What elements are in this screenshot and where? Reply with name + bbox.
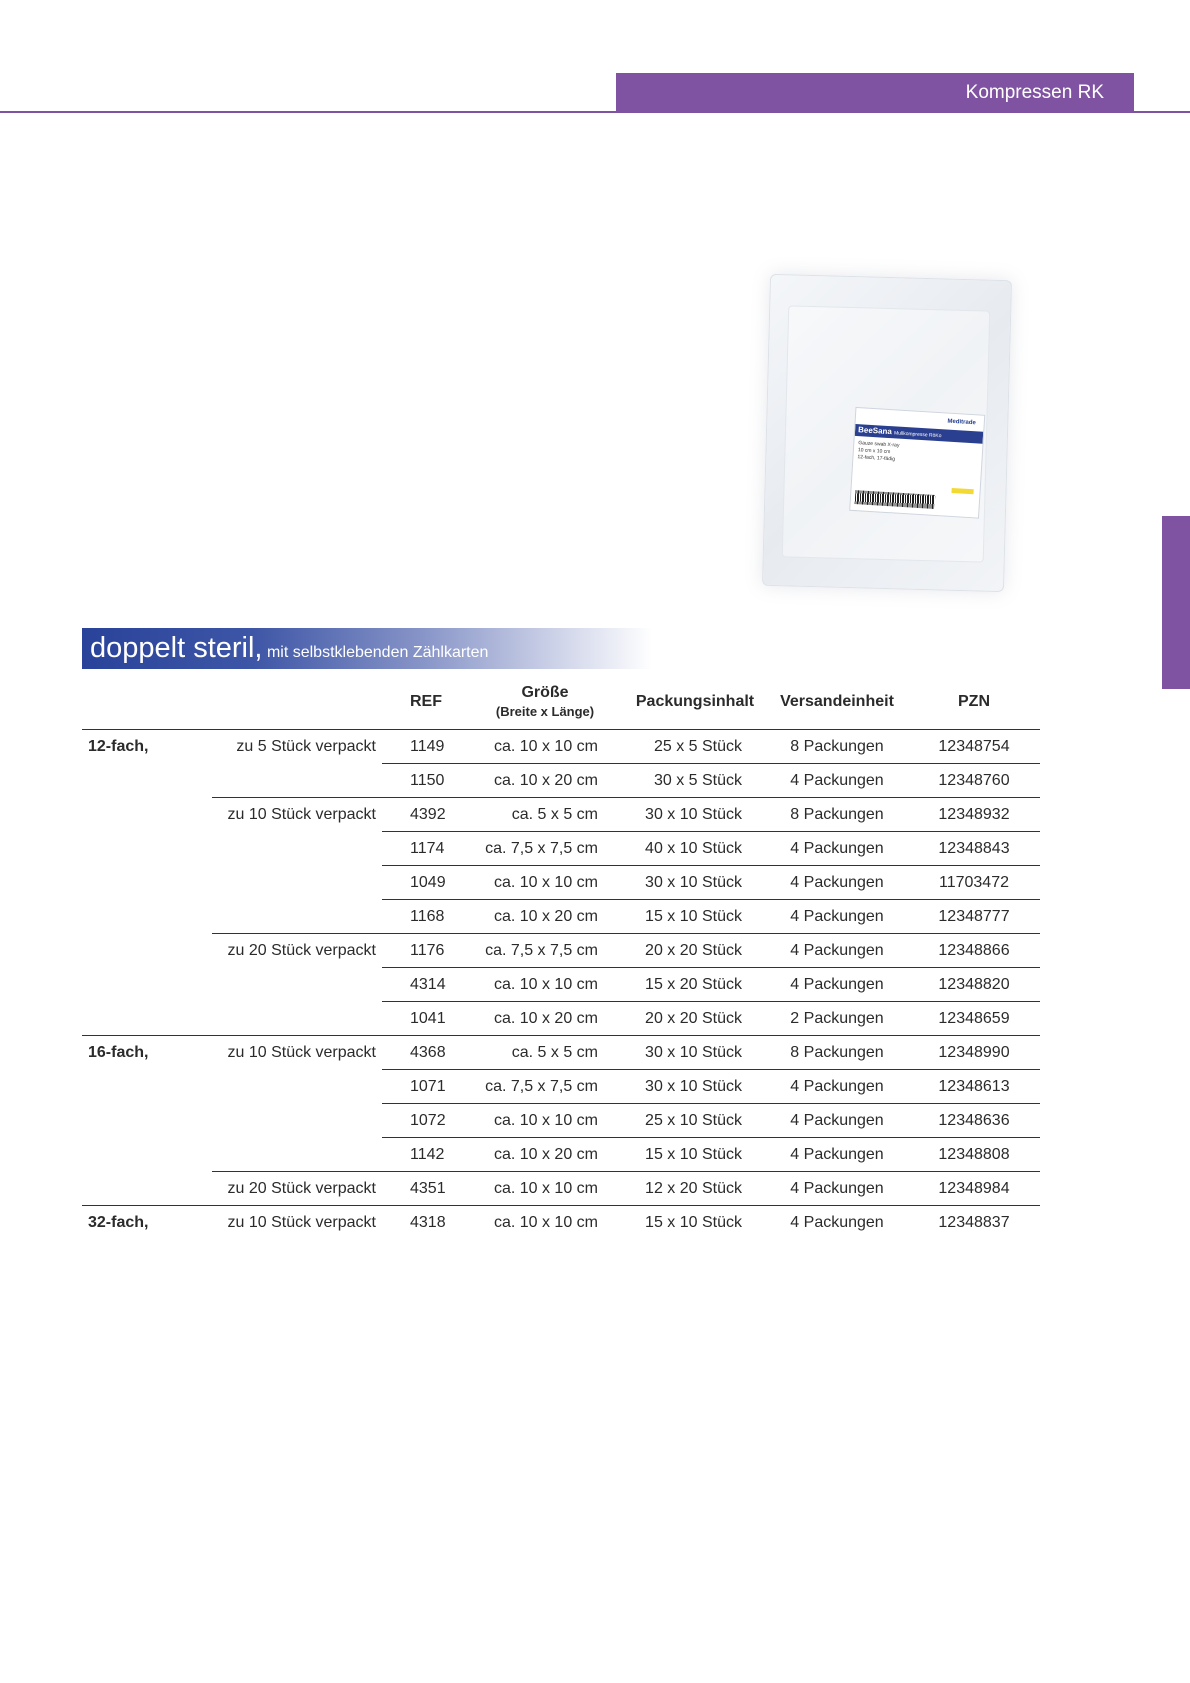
ref-cell: 1041 — [382, 1002, 466, 1036]
content-cell: 30 x 10 Stück — [624, 866, 766, 900]
pzn-cell: 12348820 — [908, 968, 1040, 1002]
label-product-sub: Mullkompresse RöKo — [893, 430, 942, 440]
pzn-cell: 12348990 — [908, 1036, 1040, 1070]
product-image — [740, 265, 1040, 600]
fach-cell — [82, 764, 212, 798]
header-fach — [82, 674, 212, 730]
ref-cell: 1142 — [382, 1138, 466, 1172]
size-cell: ca. 10 x 10 cm — [493, 737, 598, 755]
ref-cell: 1176 — [382, 934, 466, 968]
fach-cell — [82, 1138, 212, 1172]
table-row — [82, 866, 1040, 900]
size-cell: ca. 10 x 10 cm — [466, 1104, 624, 1138]
shipping-cell: 4 Packungen — [766, 1206, 908, 1240]
label-line: 12-fach, 17-fädig — [857, 454, 896, 463]
table-row — [82, 730, 1040, 764]
size-cell: ca. 10 x 10 cm — [466, 1172, 624, 1206]
pzn-cell: 12348808 — [908, 1138, 1040, 1172]
section-subtitle: mit selbstklebenden Zählkarten — [266, 644, 489, 661]
shipping-cell: 8 Packungen — [766, 1036, 908, 1070]
content-cell: 15 x 10 Stück — [624, 900, 766, 934]
fach-cell: 32-fach, — [82, 1206, 212, 1240]
table-row — [82, 764, 1040, 798]
size-cell: ca. 5 x 5 cm — [466, 1036, 624, 1070]
table-row — [82, 934, 1040, 968]
label-line: 10 cm x 10 cm — [857, 447, 891, 456]
content-cell: 30 x 10 Stück — [624, 798, 766, 832]
size-cell: ca. 10 x 20 cm — [466, 1138, 624, 1172]
header-ref: REF — [382, 674, 466, 730]
ref-cell: 4314 — [382, 968, 466, 1002]
fach-cell: 16-fach, — [82, 1036, 212, 1070]
shipping-cell: 4 Packungen — [766, 1070, 908, 1104]
content-cell: 30 x 10 Stück — [624, 1070, 766, 1104]
size-cell: ca. 10 x 10 cm — [466, 1206, 624, 1240]
pack-cell: zu 10 Stück verpackt — [212, 1206, 382, 1240]
shipping-cell: 4 Packungen — [766, 968, 908, 1002]
table-row — [82, 832, 1040, 866]
section-title: doppelt steril, — [90, 632, 263, 664]
table-row — [82, 1138, 1040, 1172]
ref-cell: 4318 — [382, 1206, 466, 1240]
fach-cell — [82, 1002, 212, 1036]
table-row — [82, 1172, 1040, 1206]
pack-cell — [212, 1104, 382, 1138]
label-text — [857, 440, 899, 463]
header-size — [466, 674, 624, 730]
section-header-tab — [616, 73, 1134, 113]
pzn-cell: 12348760 — [908, 764, 1040, 798]
content-cell: 30 x 5 Stück — [624, 764, 766, 798]
ref-cell: 1149 — [410, 737, 445, 755]
brand-logo: Meditrade — [947, 418, 976, 427]
ref-cell: 4368 — [382, 1036, 466, 1070]
fach-cell — [82, 1172, 212, 1206]
pzn-cell: 12348843 — [908, 832, 1040, 866]
ref-cell: 1174 — [382, 832, 466, 866]
header-size-label: Größe — [521, 684, 569, 701]
content-cell: 15 x 10 Stück — [624, 1206, 766, 1240]
size-cell: ca. 10 x 20 cm — [466, 764, 624, 798]
product-label — [849, 407, 985, 519]
pzn-cell: 12348754 — [938, 737, 1010, 755]
shipping-cell: 4 Packungen — [766, 832, 908, 866]
fach-cell: 12-fach, — [88, 737, 149, 755]
size-cell: ca. 5 x 5 cm — [466, 798, 624, 832]
pack-cell: zu 10 Stück verpackt — [212, 1036, 382, 1070]
shipping-cell: 4 Packungen — [766, 1138, 908, 1172]
content-cell: 15 x 20 Stück — [624, 968, 766, 1002]
pzn-cell: 12348837 — [908, 1206, 1040, 1240]
content-cell: 25 x 10 Stück — [624, 1104, 766, 1138]
content-cell: 12 x 20 Stück — [624, 1172, 766, 1206]
table-row — [82, 1036, 1040, 1070]
table-row — [82, 968, 1040, 1002]
ref-cell: 1168 — [382, 900, 466, 934]
pack-cell — [212, 866, 382, 900]
pack-cell — [212, 968, 382, 1002]
pack-cell: zu 20 Stück verpackt — [212, 934, 382, 968]
pack-cell — [212, 900, 382, 934]
fach-cell — [82, 832, 212, 866]
pzn-cell: 12348777 — [908, 900, 1040, 934]
header-pzn: PZN — [908, 674, 1040, 730]
shipping-cell: 4 Packungen — [766, 900, 908, 934]
header-size-sub: (Breite x Länge) — [495, 704, 595, 719]
table-header-row — [82, 674, 1040, 730]
ref-cell: 4392 — [382, 798, 466, 832]
table-row — [82, 1104, 1040, 1138]
fach-cell — [82, 798, 212, 832]
ref-cell: 1049 — [382, 866, 466, 900]
shipping-cell: 4 Packungen — [766, 866, 908, 900]
size-cell: ca. 7,5 x 7,5 cm — [466, 934, 624, 968]
shipping-cell: 4 Packungen — [766, 764, 908, 798]
sterile-pouch — [762, 274, 1012, 592]
ref-cell: 1071 — [382, 1070, 466, 1104]
content-cell: 15 x 10 Stück — [624, 1138, 766, 1172]
content-cell: 30 x 10 Stück — [624, 1036, 766, 1070]
header-content: Packungsinhalt — [624, 674, 766, 730]
pack-cell — [212, 1138, 382, 1172]
table-row — [82, 798, 1040, 832]
table-row — [82, 1002, 1040, 1036]
side-index-tab — [1162, 516, 1190, 689]
label-product-name: BeeSana — [857, 425, 893, 437]
shipping-cell: 4 Packungen — [766, 1104, 908, 1138]
size-cell: ca. 7,5 x 7,5 cm — [466, 832, 624, 866]
barcode — [855, 490, 936, 509]
pzn-cell: 12348613 — [908, 1070, 1040, 1104]
pzn-cell: 12348932 — [908, 798, 1040, 832]
fach-cell — [82, 1104, 212, 1138]
pzn-cell: 12348659 — [908, 1002, 1040, 1036]
ref-cell: 4351 — [382, 1172, 466, 1206]
size-cell: ca. 7,5 x 7,5 cm — [466, 1070, 624, 1104]
pzn-cell: 12348984 — [908, 1172, 1040, 1206]
content-cell: 20 x 20 Stück — [624, 1002, 766, 1036]
pack-cell — [212, 1002, 382, 1036]
section-header-title: Kompressen RK — [965, 82, 1104, 103]
fach-cell — [82, 968, 212, 1002]
fach-cell — [82, 900, 212, 934]
pack-cell: zu 10 Stück verpackt — [212, 798, 382, 832]
pzn-cell: 12348636 — [908, 1104, 1040, 1138]
pack-cell: zu 5 Stück verpackt — [236, 737, 376, 755]
section-title-bar — [82, 628, 652, 669]
shipping-cell: 4 Packungen — [766, 1172, 908, 1206]
size-cell: ca. 10 x 20 cm — [466, 900, 624, 934]
shipping-cell: 8 Packungen — [790, 737, 884, 755]
pzn-cell: 11703472 — [908, 866, 1040, 900]
content-cell: 25 x 5 Stück — [653, 737, 742, 755]
pack-cell — [212, 764, 382, 798]
ref-cell: 1150 — [382, 764, 466, 798]
table-row — [82, 1070, 1040, 1104]
pack-cell — [212, 832, 382, 866]
fach-cell — [82, 934, 212, 968]
shipping-cell: 8 Packungen — [766, 798, 908, 832]
label-yellow-mark — [951, 488, 973, 494]
size-cell: ca. 10 x 10 cm — [466, 866, 624, 900]
header-shipping: Versandeinheit — [766, 674, 908, 730]
pzn-cell: 12348866 — [908, 934, 1040, 968]
shipping-cell: 2 Packungen — [766, 1002, 908, 1036]
size-cell: ca. 10 x 20 cm — [466, 1002, 624, 1036]
table-row — [82, 1206, 1040, 1240]
fach-cell — [82, 1070, 212, 1104]
content-cell: 40 x 10 Stück — [624, 832, 766, 866]
content-cell: 20 x 20 Stück — [624, 934, 766, 968]
table-row — [82, 900, 1040, 934]
header-pack — [212, 674, 382, 730]
size-cell: ca. 10 x 10 cm — [466, 968, 624, 1002]
product-table — [82, 674, 1040, 1239]
pack-cell: zu 20 Stück verpackt — [212, 1172, 382, 1206]
fach-cell — [82, 866, 212, 900]
label-line: Gauze swab X-ray — [858, 440, 900, 449]
ref-cell: 1072 — [382, 1104, 466, 1138]
shipping-cell: 4 Packungen — [766, 934, 908, 968]
pack-cell — [212, 1070, 382, 1104]
